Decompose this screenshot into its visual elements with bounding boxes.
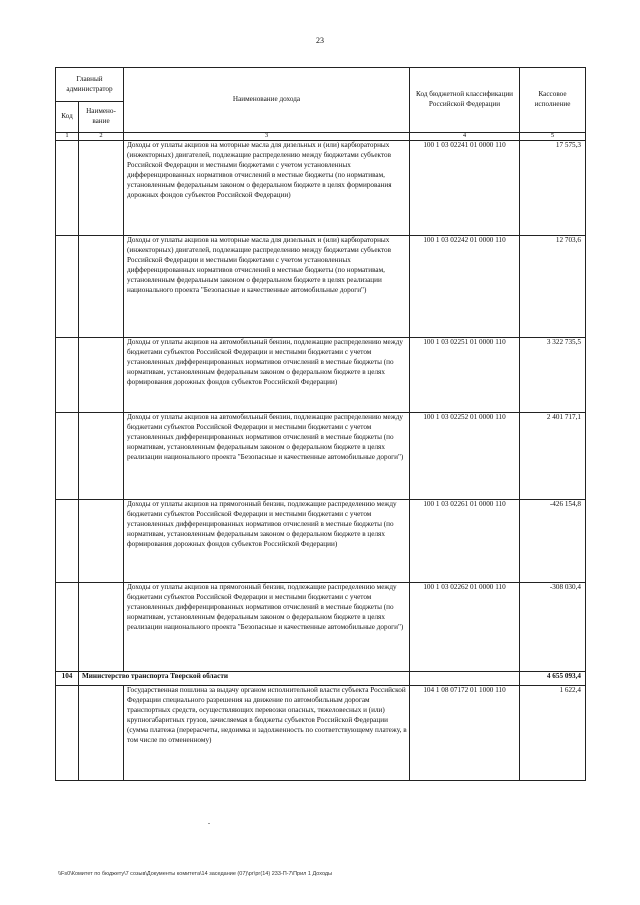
row-income-name: Государственная пошлина за выдачу органом исполнительной власти субъекта Российской Федерации специального разрешения на движение по автомобильным дорогам транспортных средств, осуществляющих перевозки опасных, тяжеловесных и (или) крупногабаритных грузов, зачисляемая в бюджеты субъектов Российской Федерации (сумма платежа (перерасчеты, недоимка и задолженность по соответствующему платежу, в том числе по отмененному)	[124, 686, 410, 781]
row-admin-name	[79, 236, 124, 338]
col-number: 2	[79, 133, 124, 141]
row-kod	[56, 500, 79, 583]
row-admin-name	[79, 338, 124, 413]
budget-code-header: Код бюджетной классификации Российской Федерации	[410, 68, 520, 133]
row-budget-code: 100 1 03 02251 01 0000 110	[410, 338, 520, 413]
col-number: 3	[124, 133, 410, 141]
income-name-header: Наименование дохода	[124, 68, 410, 133]
row-admin-name	[79, 413, 124, 500]
admin-group-header: Главный администратор	[56, 68, 124, 102]
table-row	[56, 686, 586, 781]
row-income-name: Доходы от уплаты акцизов на прямогонный бензин, подлежащие распределению между бюджетами субъектов Российской Федерации и местными бюджетами с учетом установленных дифференцированных нормативов отчислений в местные бюджеты (по нормативам, установленным федеральным законом о федеральном бюджете в целях реализации национального проекта "Безопасные и качественные автомобильные дороги")	[124, 583, 410, 672]
row-admin-name	[79, 583, 124, 672]
row-amount: 12 703,6	[520, 236, 586, 338]
file-path-footer: \\Fs0\Комитет по бюджету\7 созыв\Документы комитета\14 заседание (07)\рг\рг(14) 233-П-7\Прил 1 Доходы	[58, 871, 333, 877]
table-row	[56, 236, 586, 338]
row-budget-code: 104 1 08 07172 01 1000 110	[410, 686, 520, 781]
table-row	[56, 141, 586, 236]
row-admin-name	[79, 500, 124, 583]
row-budget-code: 100 1 03 02261 01 0000 110	[410, 500, 520, 583]
table-row	[56, 338, 586, 413]
ministry-row	[56, 672, 586, 686]
row-budget-code: 100 1 03 02242 01 0000 110	[410, 236, 520, 338]
page-number: 23	[316, 36, 324, 45]
row-income-name: Доходы от уплаты акцизов на моторные масла для дизельных и (или) карбюраторных (инжекторных) двигателей, подлежащие распределению между бюджетами субъектов Российской Федерации и местными бюджетами с учетом установленных дифференцированных нормативов отчислений в местные бюджеты (по нормативам, установленным федеральным законом о федеральном бюджете в целях формирования дорожных фондов субъектов Российской Федерации)	[124, 141, 410, 236]
ministry-kod: 104	[56, 672, 79, 686]
row-amount: 1 622,4	[520, 686, 586, 781]
row-amount: 17 575,3	[520, 141, 586, 236]
ministry-budget-code	[410, 672, 520, 686]
row-amount: -308 030,4	[520, 583, 586, 672]
table-row	[56, 413, 586, 500]
naimenovanie-header: Наимено-вание	[79, 102, 124, 133]
kod-header: Код	[56, 102, 79, 133]
row-budget-code: 100 1 03 02252 01 0000 110	[410, 413, 520, 500]
row-kod	[56, 338, 79, 413]
row-kod	[56, 413, 79, 500]
row-kod	[56, 141, 79, 236]
row-income-name: Доходы от уплаты акцизов на моторные масла для дизельных и (или) карбюраторных (инжекторных) двигателей, подлежащие распределению между бюджетами субъектов Российской Федерации и местными бюджетами с учетом установленных дифференцированных нормативов отчислений в местные бюджеты (по нормативам, установленным федеральным законом о федеральном бюджете в целях реализации национального проекта "Безопасные и качественные автомобильные дороги")	[124, 236, 410, 338]
row-income-name: Доходы от уплаты акцизов на прямогонный бензин, подлежащие распределению между бюджетами субъектов Российской Федерации и местными бюджетами с учетом установленных дифференцированных нормативов отчислений в местные бюджеты (по нормативам, установленным федеральным законом о федеральном бюджете в целях формирования дорожных фондов субъектов Российской Федерации)	[124, 500, 410, 583]
row-amount: 3 322 735,5	[520, 338, 586, 413]
table-row	[56, 583, 586, 672]
row-admin-name	[79, 686, 124, 781]
row-admin-name	[79, 141, 124, 236]
row-budget-code: 100 1 03 02241 01 0000 110	[410, 141, 520, 236]
row-kod	[56, 686, 79, 781]
row-income-name: Доходы от уплаты акцизов на автомобильный бензин, подлежащие распределению между бюджетами субъектов Российской Федерации и местными бюджетами с учетом установленных дифференцированных нормативов отчислений в местные бюджеты (по нормативам, установленным федеральным законом о федеральном бюджете в целях формирования дорожных фондов субъектов Российской Федерации)	[124, 338, 410, 413]
row-budget-code: 100 1 03 02262 01 0000 110	[410, 583, 520, 672]
row-amount: -426 154,8	[520, 500, 586, 583]
table-row	[56, 500, 586, 583]
scan-speck	[208, 823, 210, 824]
row-kod	[56, 583, 79, 672]
cash-execution-header: Кассовое исполнение	[520, 68, 586, 133]
col-number: 5	[520, 133, 586, 141]
ministry-amount: 4 655 093,4	[520, 672, 586, 686]
col-number: 1	[56, 133, 79, 141]
ministry-name: Министерство транспорта Тверской области	[79, 672, 410, 686]
row-amount: 2 401 717,1	[520, 413, 586, 500]
income-table	[55, 67, 586, 781]
row-kod	[56, 236, 79, 338]
row-income-name: Доходы от уплаты акцизов на автомобильный бензин, подлежащие распределению между бюджетами субъектов Российской Федерации и местными бюджетами с учетом установленных дифференцированных нормативов отчислений в местные бюджеты (по нормативам, установленным федеральным законом о федеральном бюджете в целях реализации национального проекта "Безопасные и качественные автомобильные дороги")	[124, 413, 410, 500]
col-number: 4	[410, 133, 520, 141]
